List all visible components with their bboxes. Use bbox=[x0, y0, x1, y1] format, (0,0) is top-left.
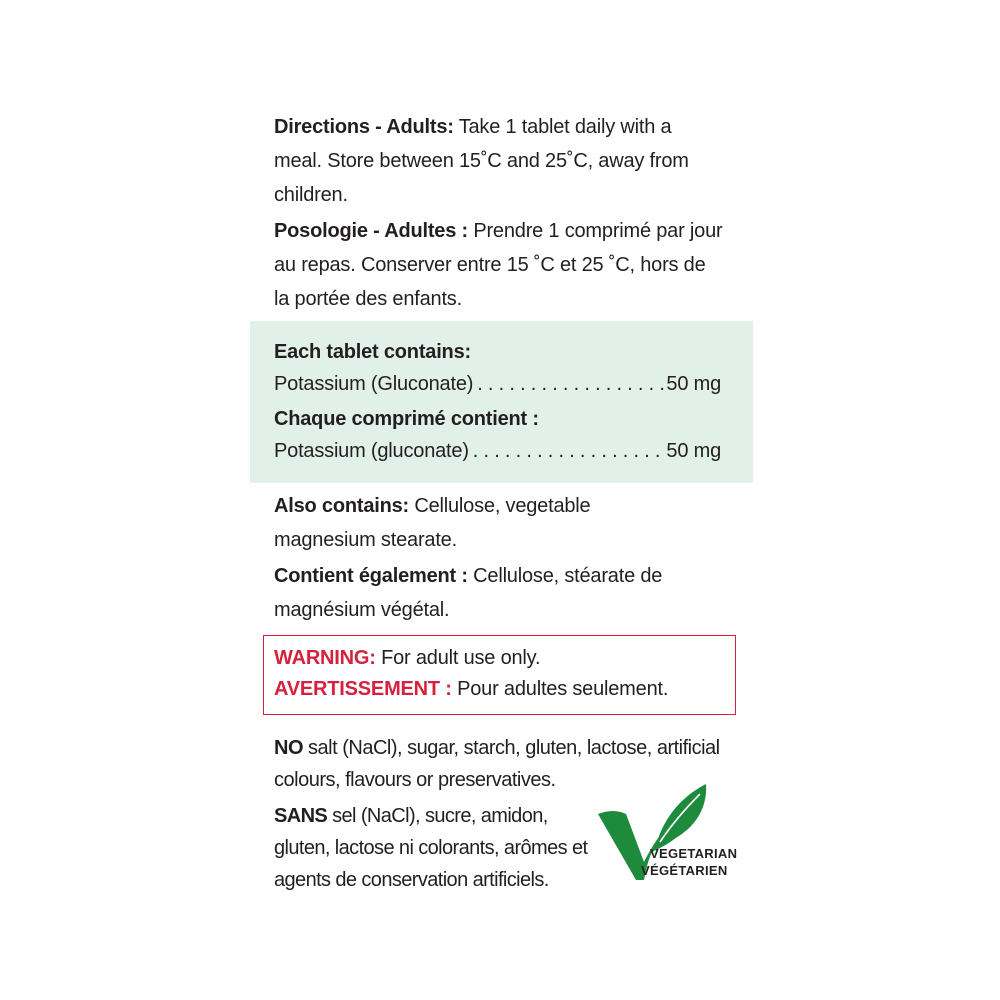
contents-section bbox=[274, 336, 754, 467]
directions-en-label: Directions - Adults: bbox=[274, 116, 454, 138]
also-contains-section bbox=[274, 489, 754, 627]
warning-en-label: WARNING: bbox=[274, 647, 376, 669]
directions-section bbox=[274, 110, 754, 316]
directions-fr bbox=[274, 214, 724, 316]
warning-en-text: For adult use only. bbox=[375, 647, 541, 669]
directions-en-text: Take 1 tablet daily with a meal. Store between 15˚C and 25˚C, away from children. bbox=[274, 116, 689, 206]
contents-en-heading bbox=[274, 336, 754, 368]
warning-fr bbox=[274, 674, 754, 705]
also-contains-en-text: Cellulose, vegetable magnesium stearate. bbox=[274, 495, 591, 551]
warning-section bbox=[274, 643, 754, 705]
contents-fr-ingredient: Potassium (gluconate) bbox=[274, 440, 469, 462]
also-contains-fr-text: Cellulose, stéarate de magnésium végétal. bbox=[274, 565, 663, 621]
contents-en-ingredient: Potassium (Gluconate) bbox=[274, 373, 474, 395]
contents-en-heading-text: Each tablet contains: bbox=[274, 341, 471, 363]
warning-fr-label: AVERTISSEMENT : bbox=[274, 678, 452, 700]
also-contains-en-label: Also contains: bbox=[274, 495, 409, 517]
free-of-en-text: salt (NaCl), sugar, starch, gluten, lactose, artificial colours, flavours or preservatives. bbox=[274, 737, 720, 791]
contents-fr-row bbox=[274, 435, 721, 467]
vegetarian-label-fr: VÉGÉTARIEN bbox=[641, 863, 728, 878]
also-contains-fr bbox=[274, 559, 734, 627]
contents-fr-heading bbox=[274, 403, 754, 435]
contents-en-amount: 50 mg bbox=[666, 373, 721, 395]
vegetarian-label-en: VEGETARIAN bbox=[650, 846, 738, 861]
also-contains-en bbox=[274, 489, 674, 557]
directions-fr-text: Prendre 1 comprimé par jour au repas. Conserver entre 15 ˚C et 25 ˚C, hors de la portée des enfants. bbox=[274, 220, 723, 310]
directions-en bbox=[274, 110, 724, 212]
warning-en bbox=[274, 643, 754, 674]
free-of-fr-text: sel (NaCl), sucre, amidon, gluten, lactose ni colorants, arômes et agents de conservation artificiels. bbox=[274, 805, 588, 891]
also-contains-fr-label: Contient également : bbox=[274, 565, 468, 587]
contents-fr-heading-text: Chaque comprimé contient : bbox=[274, 408, 539, 430]
directions-fr-label: Posologie - Adultes : bbox=[274, 220, 468, 242]
dot-leader bbox=[469, 435, 667, 467]
warning-fr-text: Pour adultes seulement. bbox=[451, 678, 669, 700]
contents-fr-amount: 50 mg bbox=[666, 440, 721, 462]
free-of-fr bbox=[274, 800, 592, 896]
contents-en-row bbox=[274, 368, 721, 400]
free-of-en-label: NO bbox=[274, 737, 303, 759]
dot-leader bbox=[473, 368, 666, 400]
free-of-fr-label: SANS bbox=[274, 805, 328, 827]
